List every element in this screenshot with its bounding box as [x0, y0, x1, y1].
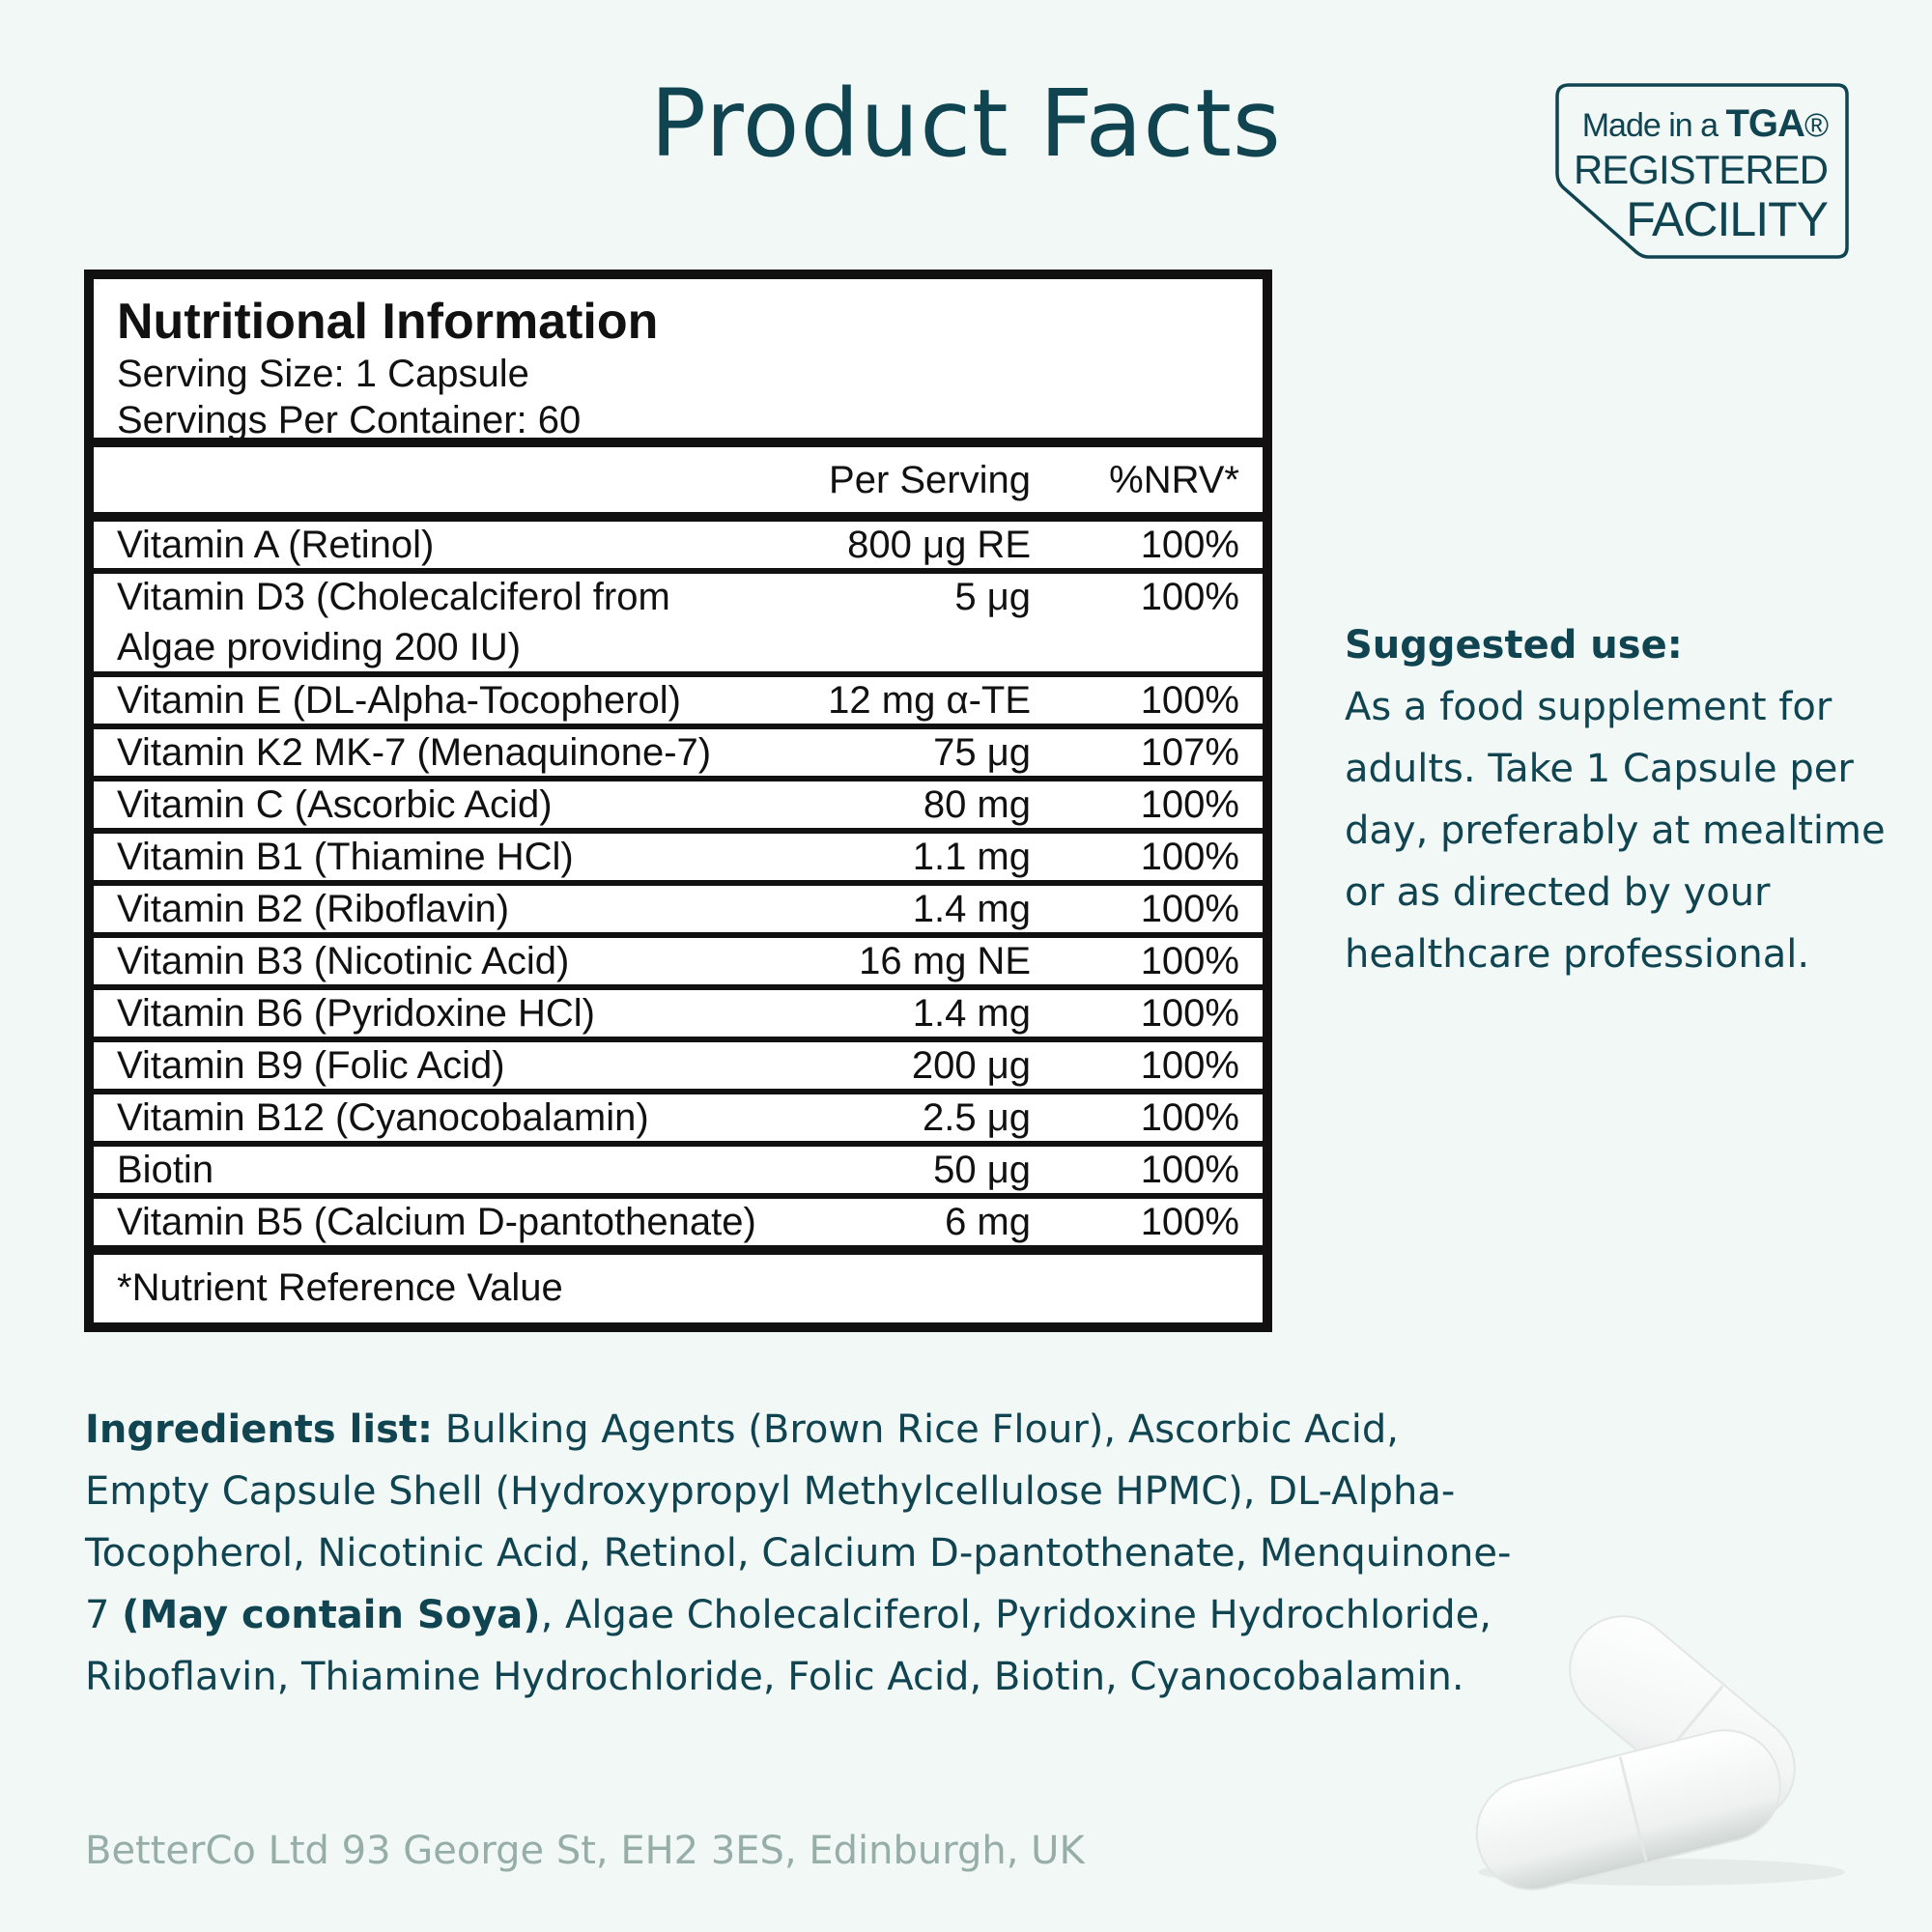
- nutrient-name: Biotin: [117, 1149, 214, 1191]
- nutrient-nrv: 100%: [1140, 888, 1239, 930]
- nutrient-row: [94, 1193, 1263, 1245]
- badge-made-in-text: Made in a: [1581, 107, 1719, 144]
- nutrient-nrv: 100%: [1140, 524, 1239, 566]
- nutrient-amount: 6 mg: [945, 1201, 1031, 1243]
- tga-registered-badge: [1555, 83, 1849, 259]
- nutrient-row: [94, 1037, 1263, 1089]
- nutrient-amount: 16 mg NE: [859, 940, 1031, 982]
- ingredients-text-part1: Bulking Agents (Brown Rice Flour), Ascorbic Acid, Empty Capsule Shell (Hydroxypropyl Methylcellulose HPMC), DL-Alpha-Tocopherol, Nicotinic Acid, Retinol, Calcium D-pantothenate, Menquinone-7: [85, 1407, 1512, 1637]
- nutrient-amount: 75 μg: [933, 731, 1031, 774]
- nutrition-footnote: [94, 1245, 1263, 1321]
- nutrition-header: [94, 279, 1263, 441]
- nutrient-name: Vitamin C (Ascorbic Acid): [117, 783, 553, 826]
- serving-size: Serving Size: 1 Capsule: [117, 353, 529, 395]
- footnote-text: *Nutrient Reference Value: [117, 1266, 563, 1309]
- nutrient-amount: 12 mg α-TE: [828, 679, 1031, 722]
- ingredients-heading: Ingredients list:: [85, 1407, 433, 1452]
- badge-facility-text: FACILITY: [1626, 192, 1828, 246]
- column-nrv: %NRV*: [1109, 459, 1239, 501]
- nutrient-amount: 800 μg RE: [847, 524, 1031, 566]
- nutrient-nrv: 100%: [1140, 992, 1239, 1035]
- nutrient-name: Vitamin B6 (Pyridoxine HCl): [117, 992, 595, 1035]
- nutrient-nrv: 100%: [1140, 1044, 1239, 1087]
- nutrient-name: Vitamin B2 (Riboflavin): [117, 888, 510, 930]
- nutrient-amount: 80 mg: [923, 783, 1031, 826]
- badge-registered-text: REGISTERED: [1573, 147, 1828, 192]
- nutrient-name: Vitamin A (Retinol): [117, 524, 435, 566]
- ingredients-section: [85, 1399, 1515, 1708]
- nutrient-row: [94, 880, 1263, 932]
- nutrient-row: [94, 568, 1263, 671]
- suggested-use-section: [1345, 614, 1886, 985]
- nutrient-row: [94, 1089, 1263, 1141]
- nutrient-nrv: 100%: [1140, 783, 1239, 826]
- nutrient-nrv: 100%: [1140, 836, 1239, 878]
- nutrient-name: Vitamin K2 MK-7 (Menaquinone-7): [117, 731, 712, 774]
- nutrient-row: [94, 828, 1263, 880]
- nutrient-nrv: 100%: [1140, 576, 1239, 618]
- company-address: BetterCo Ltd 93 George St, EH2 3ES, Edinburgh, UK: [85, 1829, 1085, 1873]
- nutrient-name: Vitamin E (DL-Alpha-Tocopherol): [117, 679, 681, 722]
- nutrient-row: [94, 512, 1263, 568]
- column-per-serving: Per Serving: [829, 459, 1031, 501]
- nutrient-amount: 200 μg: [911, 1044, 1031, 1087]
- nutrient-name: Vitamin B3 (Nicotinic Acid): [117, 940, 570, 982]
- nutrient-nrv: 100%: [1140, 1201, 1239, 1243]
- suggested-use-heading: Suggested use:: [1345, 623, 1683, 668]
- nutrient-amount: 5 μg: [954, 576, 1031, 618]
- nutrient-nrv: 100%: [1140, 1096, 1239, 1139]
- servings-per-container: Servings Per Container: 60: [117, 399, 582, 441]
- nutrient-row: [94, 671, 1263, 724]
- capsules-icon: [1449, 1565, 1855, 1893]
- nutrient-amount: 2.5 μg: [922, 1096, 1031, 1139]
- nutrient-name: Vitamin B9 (Folic Acid): [117, 1044, 505, 1087]
- page-title: Product Facts: [650, 70, 1282, 178]
- nutrient-row: [94, 984, 1263, 1037]
- nutrient-nrv: 100%: [1140, 1149, 1239, 1191]
- nutrient-row: [94, 932, 1263, 984]
- ingredients-text-part2: , Algae Cholecalciferol, Pyridoxine Hydrochloride, Riboflavin, Thiamine Hydrochloride, Folic Acid, Biotin, Cyanocobalamin.: [85, 1593, 1492, 1699]
- nutrient-nrv: 107%: [1140, 731, 1239, 774]
- nutrient-row: [94, 724, 1263, 776]
- nutrient-amount: 1.4 mg: [912, 992, 1031, 1035]
- nutrient-name: Vitamin B5 (Calcium D-pantothenate): [117, 1201, 756, 1243]
- nutrient-nrv: 100%: [1140, 679, 1239, 722]
- nutrient-amount: 50 μg: [933, 1149, 1031, 1191]
- allergen-warning: (May contain Soya): [122, 1593, 541, 1637]
- nutrient-name: Vitamin B12 (Cyanocobalamin): [117, 1096, 649, 1139]
- nutrient-row: [94, 776, 1263, 828]
- nutrient-amount: 1.1 mg: [912, 836, 1031, 878]
- column-headers: [94, 447, 1263, 512]
- nutrient-amount: 1.4 mg: [912, 888, 1031, 930]
- registered-mark: ®: [1804, 107, 1828, 144]
- badge-tga-text: TGA: [1725, 102, 1804, 145]
- nutrition-title: Nutritional Information: [117, 294, 659, 350]
- nutrient-name: Vitamin B1 (Thiamine HCl): [117, 836, 574, 878]
- nutrition-facts-panel: [84, 270, 1272, 1332]
- nutrient-name: Vitamin D3 (Cholecalciferol from Algae providing 200 IU): [117, 576, 670, 668]
- suggested-use-text: As a food supplement for adults. Take 1 Capsule per day, preferably at mealtime or as directed by your healthcare professional.: [1345, 685, 1886, 977]
- nutrient-row: [94, 1141, 1263, 1193]
- nutrient-nrv: 100%: [1140, 940, 1239, 982]
